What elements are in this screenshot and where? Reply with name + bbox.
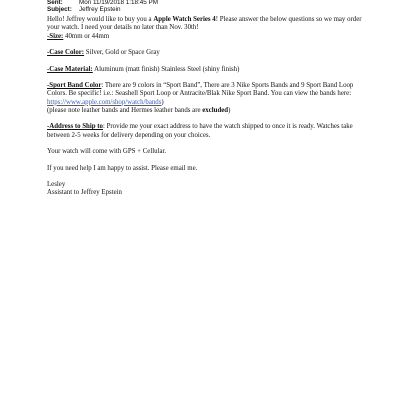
band-note-text: (please note leather bands and Hermes leather bands are [47,106,203,114]
case-color-value: Silver, Gold or Space Gray [84,49,160,56]
size-label: -Size: [47,32,64,40]
case-color-label: -Case Color: [47,49,85,56]
case-material-label: -Case Material: [47,65,93,73]
gps-line: Your watch will come with GPS + Cellular. [47,148,167,155]
address-text: : Provide me your exact address to have the watch shipped to once it is ready. Watches take between 2-5 weeks for delivery depending on your choices. [47,123,353,139]
band-note-close: ) [228,106,231,114]
help-line: If you need help I am happy to assist. Please email me. [47,164,198,172]
signature-title: Assistant to Jeffrey Epstein [47,189,122,197]
sent-value: Mon 11/19/2018 1:18:45 PM [79,0,158,6]
case-material-line [47,66,367,74]
size-value: 40mm or 44mm [63,32,110,40]
intro-text-2: ! Please answer the below questions so we may order your watch. I need your details no later than Nov. 30th! [47,16,362,32]
case-material-value: Aluminum (matt finish) Stainless Steel (shiny finish) [92,65,240,73]
address-label: -Address to Ship to [47,123,103,131]
signature-name: Lesley [47,181,66,188]
email-body [47,16,367,198]
sent-label: Sent: [47,0,63,6]
excluded-word: excluded [202,106,229,114]
case-color-line [47,49,367,57]
subject-label: Subject: [47,6,72,13]
bands-link[interactable]: https://www.apple.com/shop/watch/bands [47,98,162,106]
address-paragraph [47,123,367,140]
size-line [47,33,367,41]
sport-band-paragraph [47,82,367,107]
band-note [47,107,367,115]
product-name: Apple Watch Series 4 [153,16,216,23]
intro-text: Hello! Jeffrey would like to buy you a [47,16,154,23]
sport-band-label: -Sport Band Color [47,82,102,89]
subject-value: Jeffrey Epstein [79,6,121,13]
sport-band-text: : There are 9 colors in “Sport Band”, There are 3 Nike Sports Bands and 9 Sport Band Loop Colors. Be specific! i.e.: Seashell Sport Loop or Antracite/Blak Nike Sport Band. You can view the bands here: [47,82,354,98]
intro-paragraph [47,16,367,33]
subject-row [47,6,121,14]
link-close: ) [161,98,164,106]
